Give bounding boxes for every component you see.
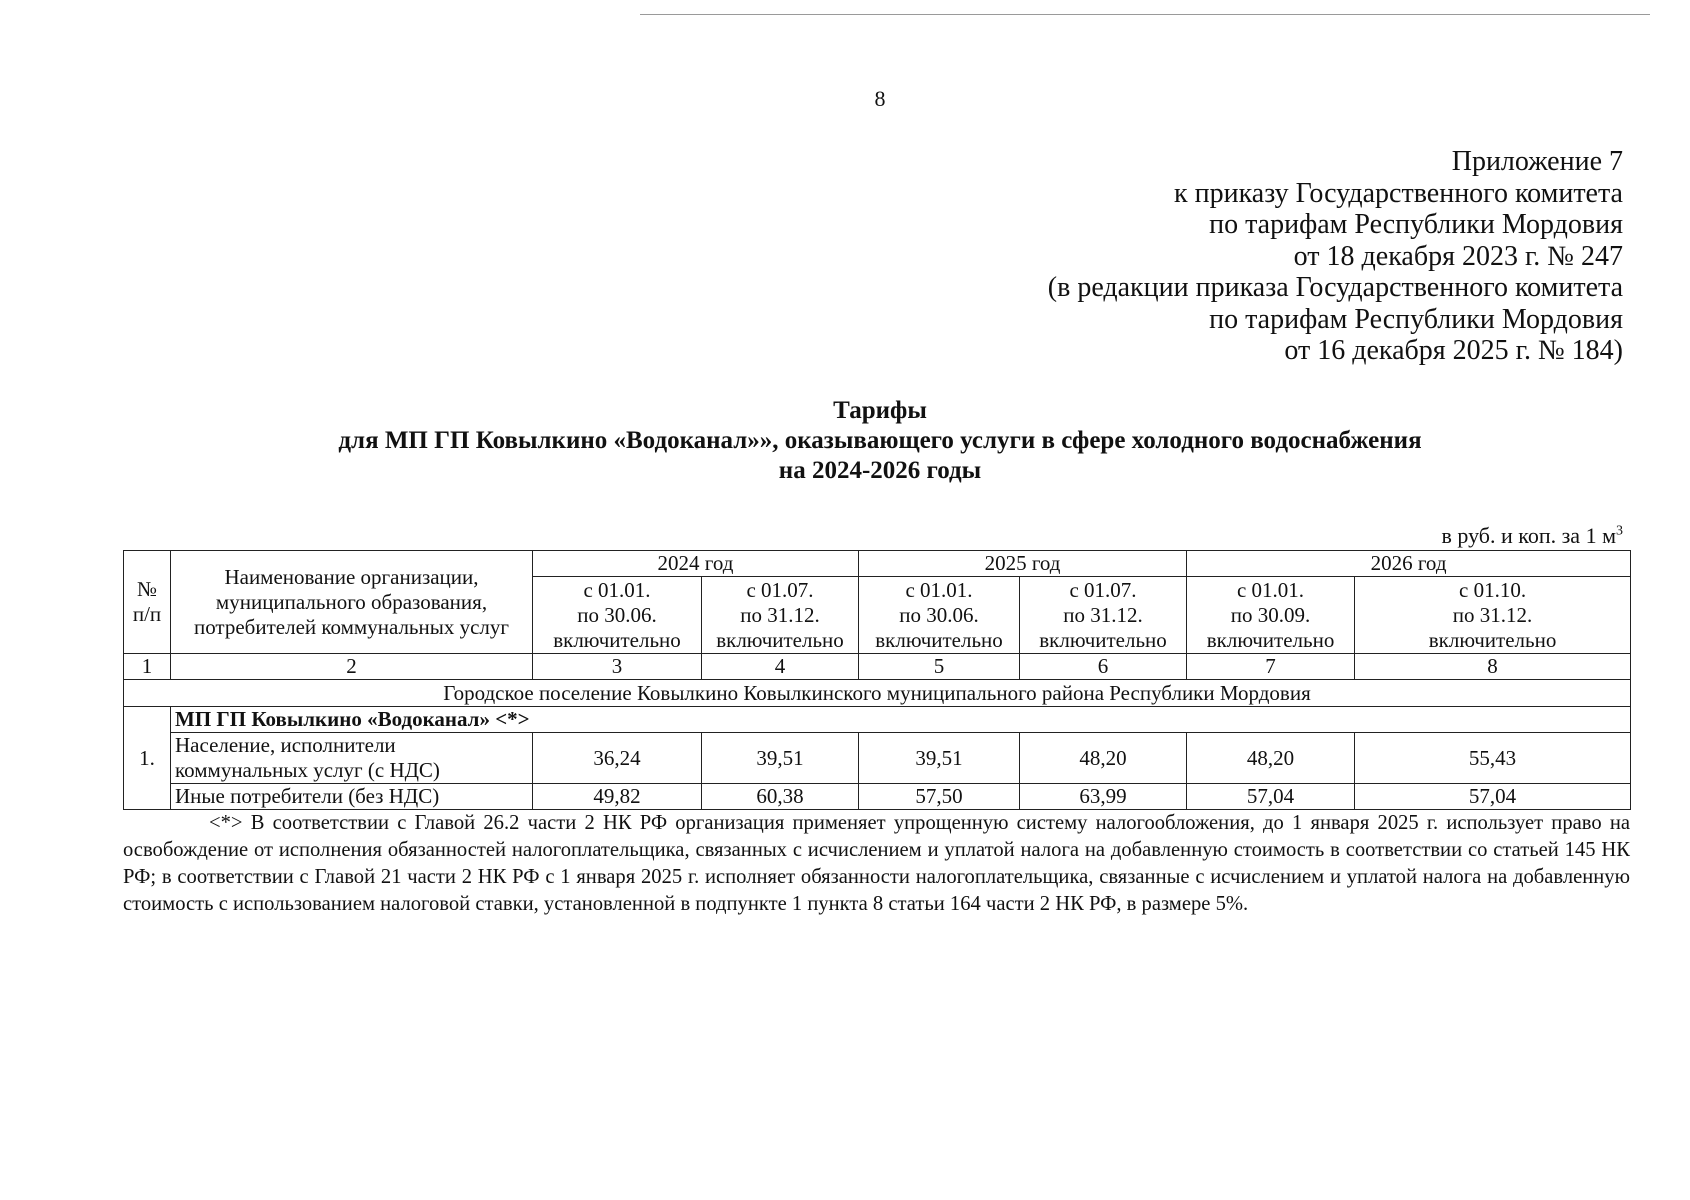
tariff-value: 57,04 bbox=[1355, 784, 1631, 810]
period-note: включительно bbox=[553, 627, 681, 652]
appendix-line: к приказу Государственного комитета bbox=[1174, 177, 1623, 209]
header-year-2025: 2025 год bbox=[859, 551, 1187, 577]
units-superscript: 3 bbox=[1616, 523, 1623, 539]
header-number: № п/п bbox=[124, 551, 171, 654]
units-text: в руб. и коп. за 1 м bbox=[1441, 523, 1616, 548]
title-line: Тарифы bbox=[833, 397, 927, 424]
organization-name: МП ГП Ковылкино «Водоканал» <*> bbox=[171, 707, 1631, 733]
page-number: 8 bbox=[874, 86, 886, 111]
tariff-value: 39,51 bbox=[859, 733, 1020, 784]
consumer-category: Население, исполнители коммунальных услуг (с НДС) bbox=[171, 733, 533, 784]
units-note bbox=[1442, 523, 1624, 549]
period-note: включительно bbox=[716, 627, 844, 652]
region-row bbox=[124, 680, 1631, 707]
header-row-years bbox=[124, 551, 1631, 577]
period-from: с 01.10. bbox=[1459, 577, 1527, 602]
column-number-row bbox=[124, 654, 1631, 680]
period-to: по 30.09. bbox=[1230, 602, 1311, 627]
consumer-category: Иные потребители (без НДС) bbox=[171, 784, 533, 810]
period-from: с 01.07. bbox=[746, 577, 814, 602]
appendix-line: от 16 декабря 2025 г. № 184) bbox=[1284, 335, 1623, 366]
appendix-header bbox=[1048, 146, 1623, 367]
header-period bbox=[533, 577, 702, 654]
column-number: 6 bbox=[1020, 654, 1187, 680]
column-number: 3 bbox=[533, 654, 702, 680]
period-note: включительно bbox=[1428, 627, 1557, 652]
tariff-value: 36,24 bbox=[533, 733, 702, 784]
header-period bbox=[1355, 577, 1631, 654]
footnote-text: <*> В соответствии с Главой 26.2 части 2 НК РФ организация применяет упрощенную систему налогообложения, до 1 января 2025 г. использует право на освобождение от исполнения обязанностей налогоплательщика, связанных с исчислением и уплатой налога на добавленную стоимость в соответствии со статьей 145 НК РФ; в соответствии с Главой 21 части 2 НК РФ с 1 января 2025 г. исполняет обязанности налогоплательщика, связанные с исчислением и уплатой налога на добавленную стоимость с использованием налоговой ставки, установленной в подпункте 1 пункта 8 статьи 164 части 2 НК РФ, в размере 5%. bbox=[123, 812, 1630, 915]
tariff-value: 57,04 bbox=[1187, 784, 1355, 810]
tariff-value: 49,82 bbox=[533, 784, 702, 810]
title-line: для МП ГП Ковылкино «Водоканал»», оказывающего услуги в сфере холодного водоснабжения bbox=[338, 427, 1422, 454]
period-from: с 01.07. bbox=[1069, 577, 1137, 602]
tariff-value: 48,20 bbox=[1020, 733, 1187, 784]
column-number: 7 bbox=[1187, 654, 1355, 680]
header-year-2026: 2026 год bbox=[1187, 551, 1631, 577]
column-number: 5 bbox=[859, 654, 1020, 680]
column-number: 4 bbox=[702, 654, 859, 680]
period-note: включительно bbox=[875, 627, 1003, 652]
period-from: с 01.01. bbox=[1236, 577, 1305, 602]
period-to: по 31.12. bbox=[1063, 602, 1143, 627]
tariff-value: 39,51 bbox=[702, 733, 859, 784]
tariff-value: 48,20 bbox=[1187, 733, 1355, 784]
period-note: включительно bbox=[1206, 627, 1335, 652]
appendix-line: по тарифам Республики Мордовия bbox=[1209, 209, 1623, 240]
appendix-line: (в редакции приказа Государственного комитета bbox=[1047, 272, 1623, 303]
header-period bbox=[1020, 577, 1187, 654]
tariff-value: 57,50 bbox=[859, 784, 1020, 810]
tariff-value: 60,38 bbox=[702, 784, 859, 810]
period-to: по 31.12. bbox=[740, 602, 820, 627]
column-number: 8 bbox=[1355, 654, 1631, 680]
appendix-line: Приложение 7 bbox=[1451, 146, 1623, 177]
organization-row bbox=[124, 707, 1631, 733]
appendix-line: по тарифам Республики Мордовия bbox=[1209, 303, 1623, 335]
column-number: 1 bbox=[124, 654, 171, 680]
period-note: включительно bbox=[1039, 627, 1167, 652]
region-name: Городское поселение Ковылкино Ковылкинского муниципального района Республики Мордовия bbox=[124, 680, 1631, 707]
column-number: 2 bbox=[171, 654, 533, 680]
period-from: с 01.01. bbox=[905, 577, 973, 602]
title-line: на 2024-2026 годы bbox=[778, 457, 982, 484]
table-row bbox=[124, 784, 1631, 810]
document-title bbox=[0, 396, 1690, 486]
appendix-line: от 18 декабря 2023 г. № 247 bbox=[1293, 240, 1623, 272]
tariff-value: 63,99 bbox=[1020, 784, 1187, 810]
scan-artifact-line bbox=[640, 14, 1650, 15]
period-from: с 01.01. bbox=[583, 577, 651, 602]
header-year-2024: 2024 год bbox=[533, 551, 859, 577]
period-to: по 31.12. bbox=[1452, 602, 1533, 627]
period-to: по 30.06. bbox=[899, 602, 979, 627]
tariff-value: 55,43 bbox=[1355, 733, 1631, 784]
header-name: Наименование организации, муниципального образования, потребителей коммунальных услуг bbox=[171, 551, 533, 654]
table-row bbox=[124, 733, 1631, 784]
row-number: 1. bbox=[124, 707, 171, 810]
header-period bbox=[859, 577, 1020, 654]
tariff-table bbox=[123, 550, 1631, 810]
period-to: по 30.06. bbox=[577, 602, 657, 627]
header-period bbox=[1187, 577, 1355, 654]
header-period bbox=[702, 577, 859, 654]
footnote bbox=[123, 810, 1630, 918]
